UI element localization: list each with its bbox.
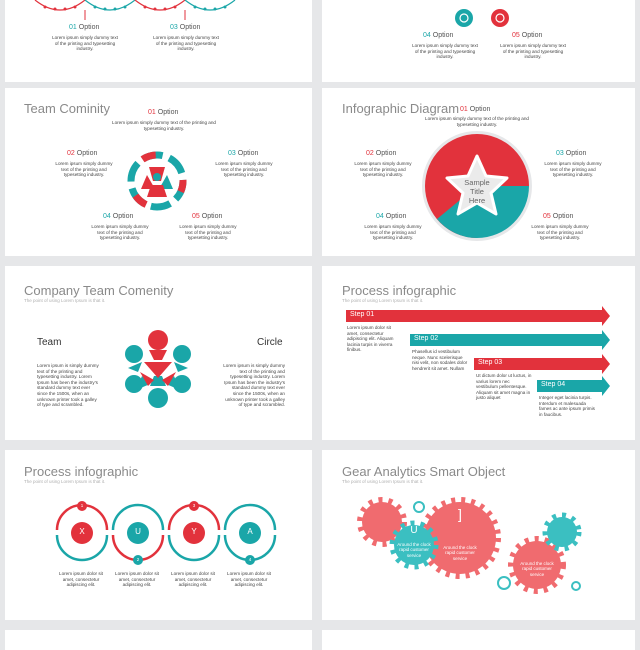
slide-title: Gear Analytics Smart Object — [342, 464, 506, 479]
option-03-text: Lorem ipsum simply dummy text of the printing and typesetting industry. — [153, 35, 219, 52]
node-2-letter: U — [135, 527, 141, 536]
chain-teal-2 — [185, 0, 235, 10]
gear-2-letter: ] — [458, 506, 462, 522]
option-05-text: Lorem ipsum simply dummy text of the printing and typesetting industry. — [531, 224, 589, 241]
step-01-text: Lorem ipsum dolor sit amet, consectetur adipiscing elit. Aliquam lacinia turpis in viverra finibus. — [347, 325, 394, 353]
option-02-text: Lorem ipsum simply dummy text of the printing and typesetting industry. — [354, 161, 412, 178]
option-02: 02 Option — [366, 150, 397, 157]
step-03-text: Ut dictum dolor ut luctus, in varius lorem nec vestibulum pellentesque. Aliquam sit amet magna in justo aliquet — [476, 373, 532, 401]
option-05: 05 Option — [192, 213, 223, 220]
option-03: 03 Option — [556, 150, 587, 157]
slide-subtitle: The point of using Lorem Ipsum is that it. — [24, 298, 106, 303]
option-01-text: Lorem ipsum simply dummy text of the printing and typesetting industry. — [112, 120, 216, 131]
slide-9-partial — [5, 630, 312, 650]
step-02-text: Phasellus id vestibulum neque. Nunc scelerisque nisi velit, non sodales dolor hendrerit sit amet. Nullam — [412, 349, 468, 371]
slide-title: Process infographic — [24, 464, 139, 479]
option-02-text: Lorem ipsum simply dummy text of the printing and typesetting industry. — [55, 161, 113, 178]
option-04-text: Lorem ipsum simply dummy text of the printing and typesetting industry. — [412, 43, 478, 60]
option-02: 02 Option — [67, 150, 98, 157]
option-04: 04 Option — [103, 213, 134, 220]
step-04-text: Integer eget lacinia turpis. Interdum et malesuada fames ac ante ipsum primis in faucibus. — [539, 395, 595, 417]
node-4-letter: A — [247, 527, 253, 536]
gear-3-text: Around the clock rapid customer service — [520, 561, 554, 577]
team-paragraph: Lorem ipsum is simply dummy text of the printing and typesetting industry. Lorem Ipsum has been the industry's standard dummy text ever since the 1500s, when an unknown printer took a galley of type and scrambled. — [37, 363, 99, 408]
circle-heading: Circle — [257, 337, 283, 348]
option-04-text: Lorem ipsum simply dummy text of the printing and typesetting industry. — [91, 224, 149, 241]
option-03: 03 Option — [228, 150, 259, 157]
slide-7 — [5, 450, 312, 620]
node-4-caption: Lorem ipsum dolor sit amet, consectetur adipiscing elit. — [227, 571, 271, 588]
node-1-letter: X — [79, 527, 85, 536]
slide-title: Infographic Diagram — [342, 101, 460, 116]
option-01: 01 Option — [69, 24, 100, 31]
node-1-number: 1 — [80, 503, 84, 508]
option-05: 05 Option — [512, 32, 543, 39]
node-1-caption: Lorem ipsum dolor sit amet, consectetur adipiscing elit. — [59, 571, 103, 588]
chain-red-1 — [35, 0, 85, 10]
option-03-text: Lorem ipsum simply dummy text of the printing and typesetting industry. — [215, 161, 273, 178]
option-05: 05 Option — [543, 213, 574, 220]
option-04: 04 Option — [376, 213, 407, 220]
slide-3 — [5, 88, 312, 256]
gear-1-text: Around the clock rapid customer service — [397, 542, 431, 558]
option-04-text: Lorem ipsum simply dummy text of the printing and typesetting industry. — [364, 224, 422, 241]
option-01: 01 Option — [148, 109, 179, 116]
step-arrow-02 — [410, 330, 610, 350]
gear-1-letter: U — [410, 525, 418, 536]
gear-2-text: Around the clock rapid customer service — [443, 545, 477, 561]
slide-8 — [322, 450, 635, 620]
slide-title: Company Team Comenity — [24, 283, 174, 298]
people-ring-graphic — [5, 266, 312, 440]
option-05-text: Lorem ipsum simply dummy text of the printing and typesetting industry. — [179, 224, 237, 241]
node-2-caption: Lorem ipsum dolor sit amet, consectetur adipiscing elit. — [115, 571, 159, 588]
node-3-caption: Lorem ipsum dolor sit amet, consectetur adipiscing elit. — [171, 571, 215, 588]
gear-cluster — [322, 450, 635, 620]
option-03: 03 Option — [170, 24, 201, 31]
option-01-text: Lorem ipsum simply dummy text of the printing and typesetting industry. — [425, 116, 529, 127]
node-2-number: 2 — [136, 557, 140, 562]
option-05-text: Lorem ipsum simply dummy text of the printing and typesetting industry. — [500, 43, 566, 60]
slide-5 — [5, 266, 312, 440]
target-icon-red — [491, 9, 509, 27]
slide-title: Process infographic — [342, 283, 457, 298]
option-01-text: Lorem ipsum simply dummy text of the printing and typesetting industry. — [52, 35, 118, 52]
star-center-title: Sample Title Here — [464, 178, 490, 205]
node-4-number: 4 — [248, 557, 252, 562]
slide-subtitle: The point of using Lorem Ipsum is that it. — [342, 479, 424, 484]
process-circles — [5, 450, 312, 620]
target-icon-teal — [455, 9, 473, 27]
slide-4 — [322, 88, 635, 256]
slide-subtitle: The point of using Lorem Ipsum is that it. — [342, 298, 424, 303]
slide-10-partial — [322, 630, 635, 650]
target-icons — [322, 0, 635, 82]
option-03-text: Lorem ipsum simply dummy text of the printing and typesetting industry. — [544, 161, 602, 178]
option-01: 01 Option — [460, 106, 491, 113]
slide-subtitle: The point of using Lorem Ipsum is that it. — [24, 479, 106, 484]
team-heading: Team — [37, 337, 62, 348]
node-3-number: 3 — [192, 503, 196, 508]
slide-title: Team Cominity — [24, 101, 110, 116]
option-04: 04 Option — [423, 32, 454, 39]
step-arrow-01 — [346, 306, 610, 326]
circle-paragraph: Lorem ipsum is simply dummy text of the printing and typesetting industry. Lorem Ipsum has been the industry's standard dummy text ever since the 1500s, when an unknown printer took a galley of type and scrambled. — [223, 363, 285, 408]
slide-2 — [322, 0, 635, 82]
node-3-letter: Y — [191, 527, 197, 536]
chain-teal-1 — [85, 0, 135, 10]
chain-red-2 — [135, 0, 185, 10]
slide-6: Process infographic The point of using Lorem Ipsum is that it. Step 01 Step 02 Step 03 Step 04 Lorem ipsum dolor sit amet, consectetur adipiscing elit. Aliquam lacinia turpis in viverra finibus. Phasellus id vestibulum neque. Nunc scelerisque nisi velit, non sodales dolor hendrerit sit amet. Nullam Ut dictum dolor ut luctus, in varius lorem nec vestibulum pellentesque. Aliquam sit amet magna in justo aliquet Integer eget lacinia turpis. Interdum et malesuada fames ac ante ipsum primis in faucibus. — [322, 266, 635, 440]
slide-1 — [5, 0, 312, 82]
